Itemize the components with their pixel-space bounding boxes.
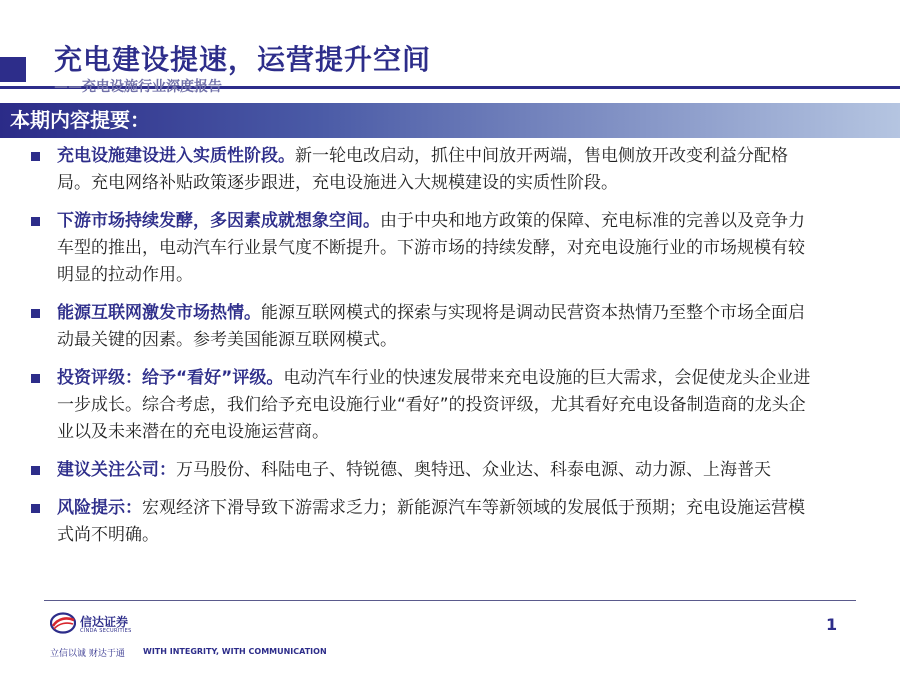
cinda-logo-icon bbox=[50, 612, 76, 634]
bullet-heading: 充电设施建设进入实质性阶段。 bbox=[57, 146, 295, 166]
logo-subtext: CINDA SECURITIES bbox=[80, 628, 132, 634]
summary-bullet-downstream-market bbox=[30, 208, 820, 289]
logo-name: 信达证券 bbox=[80, 615, 129, 629]
summary-label: 本期内容提要： bbox=[10, 108, 150, 132]
summary-bullet-investment-rating bbox=[30, 365, 820, 446]
footer-slogan-en: WITH INTEGRITY, WITH COMMUNICATION bbox=[143, 647, 327, 656]
title-accent-block bbox=[0, 57, 26, 82]
square-bullet-icon bbox=[31, 374, 40, 383]
summary-list bbox=[30, 143, 820, 560]
bullet-body: 新一轮电改启动，抓住中间放开两端，售电侧放开改变利益分配格局。充电网络补贴政策逐步跟进，充电设施进入大规模建设的实质性阶段。 bbox=[57, 146, 788, 193]
square-bullet-icon bbox=[31, 504, 40, 513]
bullet-body: 由于中央和地方政策的保障、充电标准的完善以及竞争力车型的推出，电动汽车行业景气度不断提升。下游市场的持续发酵，对充电设施行业的市场规模有较明显的拉动作用。 bbox=[57, 211, 805, 285]
bullet-heading: 建议关注公司： bbox=[57, 460, 176, 480]
page-subtitle: ——充电设施行业深度报告 bbox=[54, 79, 222, 95]
bullet-heading: 风险提示： bbox=[57, 498, 142, 518]
square-bullet-icon bbox=[31, 217, 40, 226]
bullet-heading: 投资评级：给予“看好”评级。 bbox=[57, 368, 284, 388]
summary-bullet-construction bbox=[30, 143, 820, 197]
square-bullet-icon bbox=[31, 466, 40, 475]
summary-bullet-energy-internet bbox=[30, 300, 820, 354]
bullet-heading: 能源互联网激发市场热情。 bbox=[57, 303, 261, 323]
footer-slogan-cn: 立信以诚 财达于通 bbox=[50, 649, 125, 659]
bullet-body: 万马股份、科陆电子、特锐德、奥特迅、众业达、科泰电源、动力源、上海普天 bbox=[176, 460, 771, 480]
company-logo bbox=[50, 612, 160, 638]
footer-rule bbox=[44, 600, 856, 601]
summary-bar bbox=[0, 103, 900, 138]
page-title: 充电建设提速，运营提升空间 bbox=[54, 43, 432, 76]
page-number: 1 bbox=[826, 615, 838, 634]
square-bullet-icon bbox=[31, 309, 40, 318]
bullet-body: 宏观经济下滑导致下游需求乏力；新能源汽车等新领域的发展低于预期；充电设施运营模式尚不明确。 bbox=[57, 498, 805, 545]
bullet-body: 能源互联网模式的探索与实现将是调动民营资本热情乃至整个市场全面启动最关键的因素。参考美国能源互联网模式。 bbox=[57, 303, 805, 350]
summary-bullet-risk-warning bbox=[30, 495, 820, 549]
square-bullet-icon bbox=[31, 152, 40, 161]
bullet-body: 电动汽车行业的快速发展带来充电设施的巨大需求，会促使龙头企业进一步成长。综合考虑，我们给予充电设施行业“看好”的投资评级，尤其看好充电设备制造商的龙头企业以及未来潜在的充电设施运营商。 bbox=[57, 368, 811, 442]
summary-bullet-recommended-companies bbox=[30, 457, 820, 484]
bullet-heading: 下游市场持续发酵，多因素成就想象空间。 bbox=[57, 211, 380, 231]
